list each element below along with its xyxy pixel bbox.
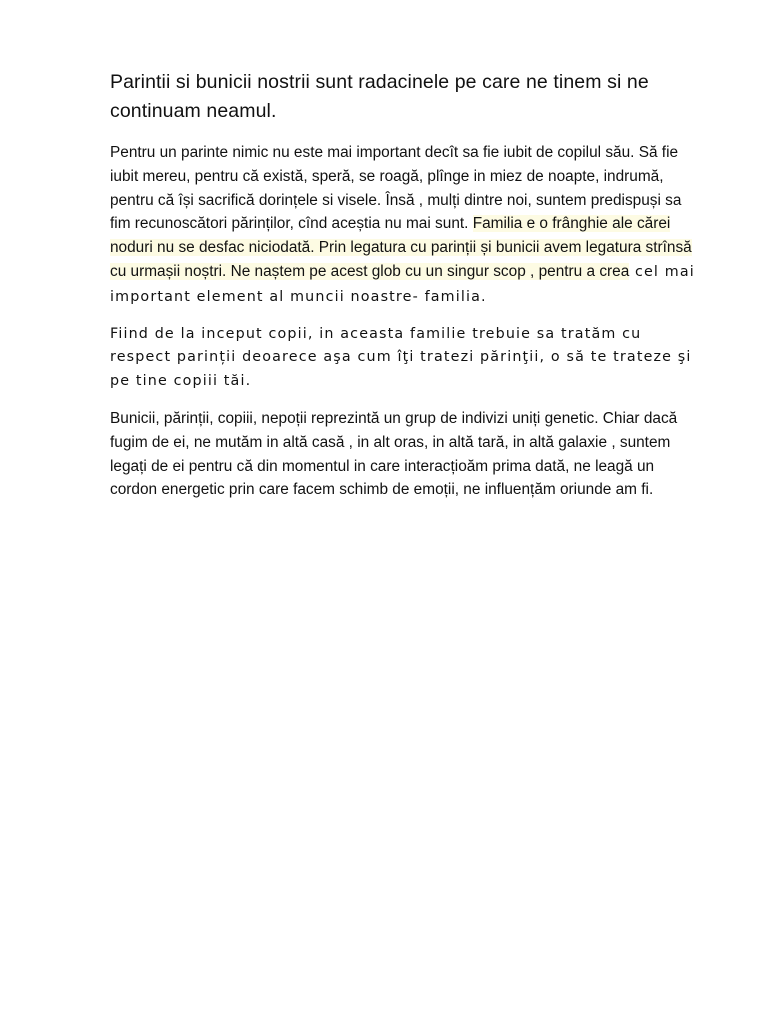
paragraph-1-highlighted-text: Familia e o frânghie ale cărei noduri nu se desfac niciodată. Prin legatura cu parinții și bunicii avem legatura strînsă cu urmașii noștri. Ne naștem pe acest glob cu un singur scop , pentru a crea [110, 215, 692, 280]
paragraph-2: Fiind de la inceput copii, in aceasta familie trebuie sa tratăm cu respect parinții deoarece aşa cum îţi tratezi părinţii, o să te trateze şi pe tine copiii tăi. [110, 325, 692, 390]
document-page [110, 68, 700, 515]
paragraph-1-plain-text: Pentru un parinte nimic nu este mai important decît sa fie iubit de copilul său. Să fie iubit mereu, pentru că există, speră, se roagă, plînge in miez de noapte, indrumă, pentru că își sacrifică dorințele si visele. Însă , mulți dintre noi, suntem predispuși sa fim recunoscători părinților, cînd aceștia nu mai sunt. [110, 144, 682, 233]
paragraph-1 [110, 141, 700, 310]
document-title: Parintii si bunicii nostrii sunt radacinele pe care ne tinem si ne continuam neamul. [110, 71, 649, 122]
paragraph-1-spaced-text: cel mai important element al muncii noastre- familia. [110, 263, 695, 305]
paragraph-3: Bunicii, părinții, copiii, nepoții reprezintă un grup de indivizi uniți genetic. Chiar dacă fugim de ei, ne mutăm in altă casă , in alt oras, in altă tară, in altă galaxie , suntem legați de ei pentru că din momentul in care interacțioăm prima dată, ne leagă un cordon energetic prin care facem schimb de emoții, ne influențăm oriunde am fi. [110, 409, 678, 499]
